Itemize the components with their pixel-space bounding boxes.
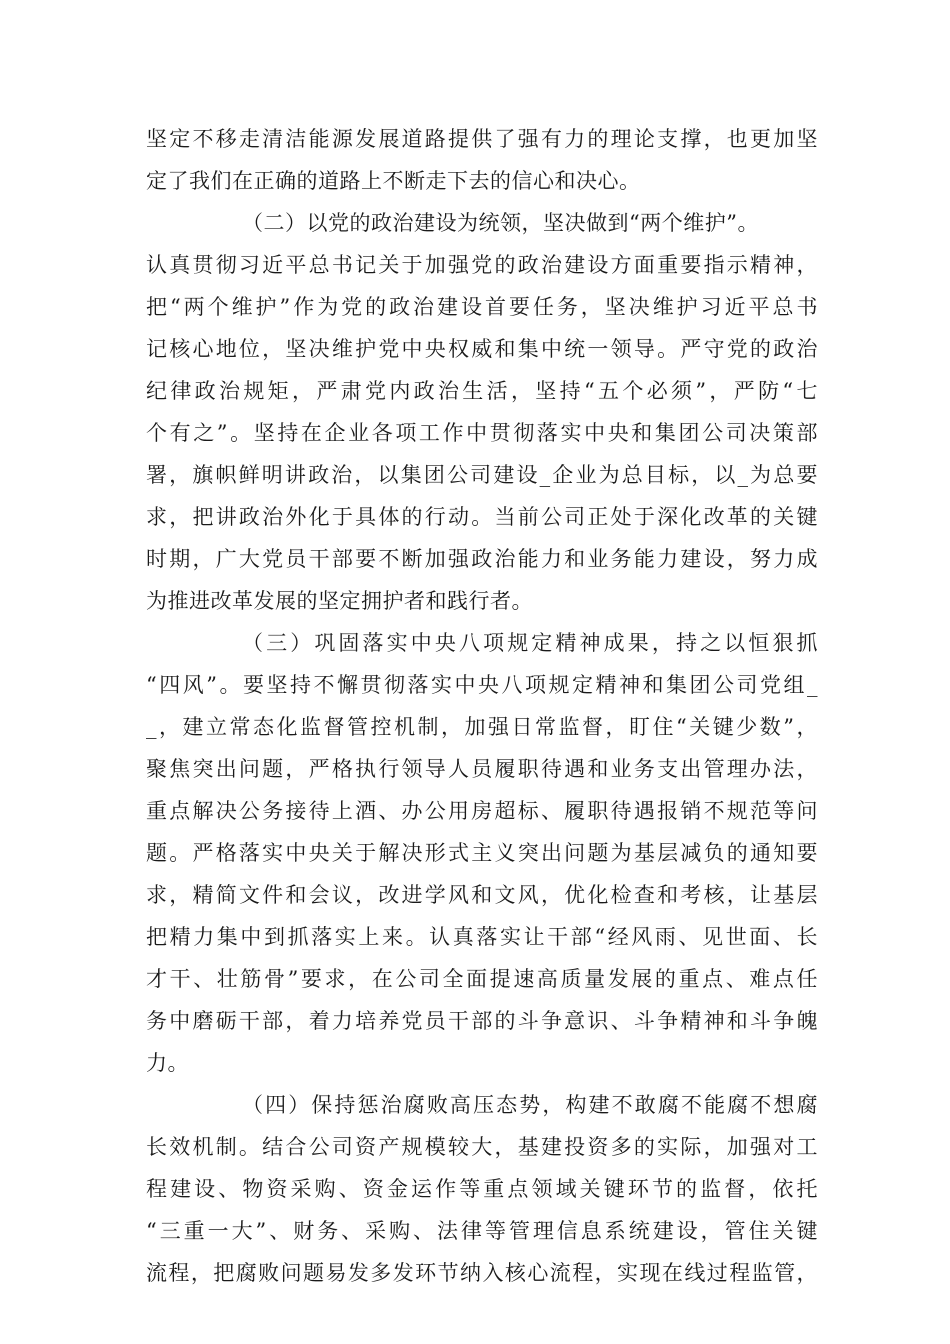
text-line: 流程，把腐败问题易发多发环节纳入核心流程，实现在线过程监管， <box>146 1261 818 1285</box>
text-line: 才干、壮筋骨”要求，在公司全面提速高质量发展的重点、难点任 <box>146 967 818 991</box>
text-line: 求，把讲政治外化于具体的行动。当前公司正处于深化改革的关键 <box>146 505 818 529</box>
text-line: 题。严格落实中央关于解决形式主义突出问题为基层减负的通知要 <box>146 841 818 865</box>
text-line: 聚焦突出问题，严格执行领导人员履职待遇和业务支出管理办法， <box>146 757 818 781</box>
text-line: 时期，广大党员干部要不断加强政治能力和业务能力建设，努力成 <box>146 547 818 571</box>
text-line: 记核心地位，坚决维护党中央权威和集中统一领导。严守党的政治 <box>146 337 818 361</box>
text-line: “三重一大”、财务、采购、法律等管理信息系统建设，管住关键 <box>146 1219 818 1243</box>
text-line: 务中磨砺干部，着力培养党员干部的斗争意识、斗争精神和斗争魄 <box>146 1009 818 1033</box>
text-line: _，建立常态化监督管控机制，加强日常监督，盯住“关键少数”， <box>146 715 818 739</box>
text-line: 认真贯彻习近平总书记关于加强党的政治建设方面重要指示精神， <box>146 253 818 277</box>
text-line: 长效机制。结合公司资产规模较大，基建投资多的实际，加强对工 <box>146 1135 818 1159</box>
text-line: 坚定不移走清洁能源发展道路提供了强有力的理论支撑，也更加坚 <box>146 127 818 151</box>
text-line: （四）保持惩治腐败高压态势，构建不敢腐不能腐不想腐 <box>242 1093 818 1117</box>
text-line: 个有之”。坚持在企业各项工作中贯彻落实中央和集团公司决策部 <box>146 421 818 445</box>
text-line: 署，旗帜鲜明讲政治，以集团公司建设_企业为总目标，以_为总要 <box>146 463 818 487</box>
text-line: 把精力集中到抓落实上来。认真落实让干部“经风雨、见世面、长 <box>146 925 818 949</box>
text-line: 把“两个维护”作为党的政治建设首要任务，坚决维护习近平总书 <box>146 295 818 319</box>
text-line: 求，精简文件和会议，改进学风和文风，优化检查和考核，让基层 <box>146 883 818 907</box>
text-line: “四风”。要坚持不懈贯彻落实中央八项规定精神和集团公司党组_ <box>146 673 818 697</box>
text-line: （二）以党的政治建设为统领，坚决做到“两个维护”。 <box>242 211 759 235</box>
text-line: 程建设、物资采购、资金运作等重点领域关键环节的监督，依托 <box>146 1177 818 1201</box>
text-line: 力。 <box>146 1051 189 1075</box>
text-line: （三）巩固落实中央八项规定精神成果，持之以恒狠抓 <box>242 631 818 655</box>
text-line: 定了我们在正确的道路上不断走下去的信心和决心。 <box>146 169 641 193</box>
text-line: 纪律政治规矩，严肃党内政治生活，坚持“五个必须”，严防“七 <box>146 379 818 403</box>
text-line: 重点解决公务接待上酒、办公用房超标、履职待遇报销不规范等问 <box>146 799 818 823</box>
text-line: 为推进改革发展的坚定拥护者和践行者。 <box>146 589 533 613</box>
